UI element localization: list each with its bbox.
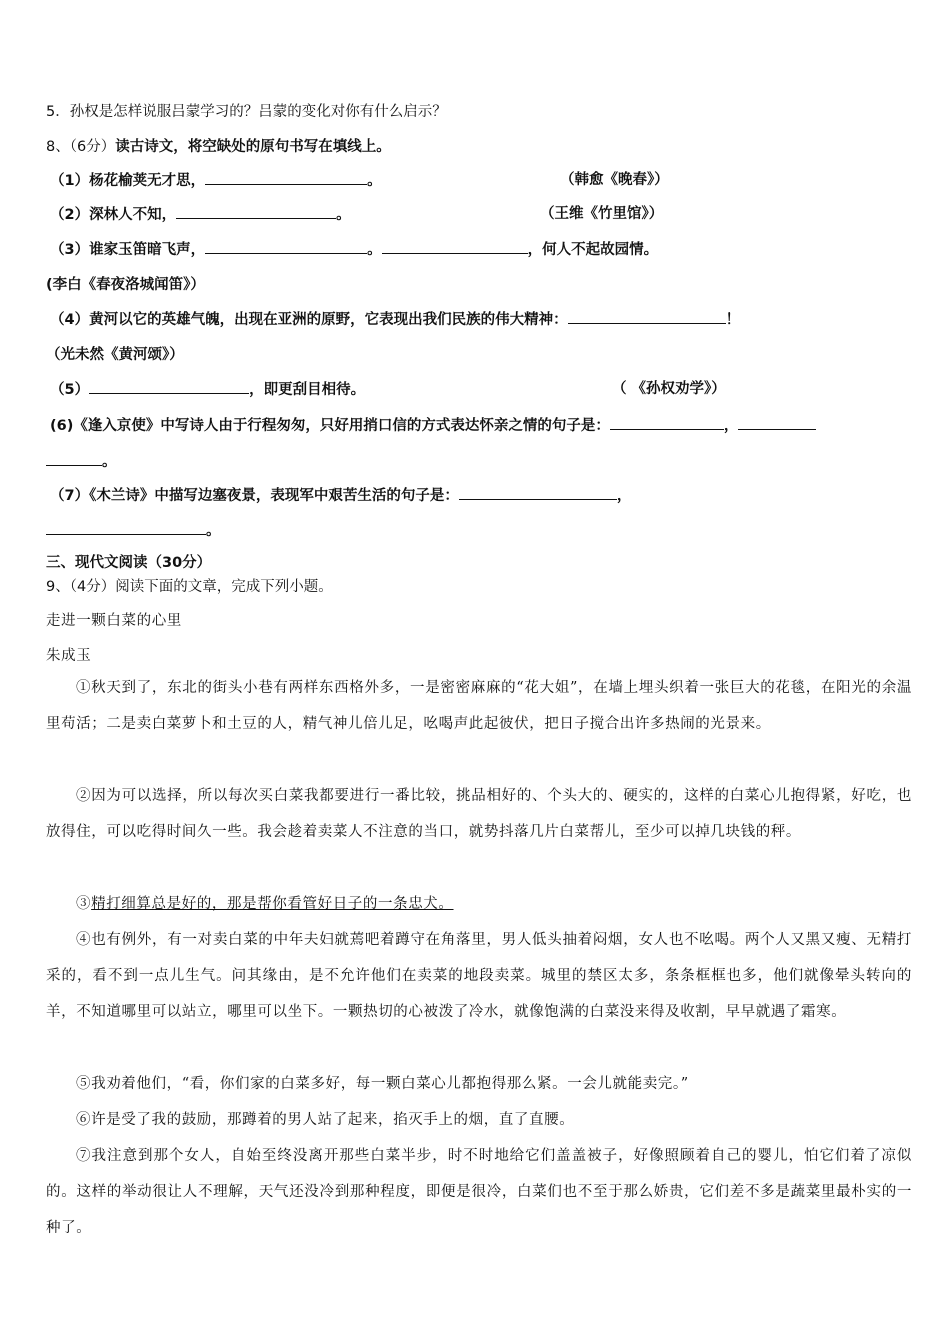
paragraph-1: ①秋天到了，东北的街头小巷有两样东西格外多，一是密密麻麻的“花大姐”，在墙上埋头织着一张巨大的花毯，在阳光的余温里苟活；二是卖白菜萝卜和土豆的人，精气神儿倍儿足，吆喝声此起彼伏，把日子搅合出许多热闹的光景来。 bbox=[46, 680, 912, 732]
q8-item-7-mid: ， bbox=[616, 488, 632, 504]
answer-blank[interactable] bbox=[176, 204, 336, 219]
article-title: 走进一颗白菜的心里 bbox=[46, 613, 182, 629]
paragraph-7: ⑦我注意到那个女人，自始至终没离开那些白菜半步，时不时地给它们盖盖被子，好像照顾着自己的婴儿，怕它们着了凉似的。这样的举动很让人不理解，天气还没冷到那种程度，即便是很冷，白菜们也不至于那么娇贵，它们差不多是蔬菜里最朴实的一种了。 bbox=[46, 1148, 912, 1236]
paragraph-6: ⑥许是受了我的鼓励，那蹲着的男人站了起来，掐灭手上的烟，直了直腰。 bbox=[76, 1112, 575, 1128]
q8-item-6-prefix: (6)《逢入京使》中写诗人由于行程匆匆，只好用捎口信的方式表达怀亲之情的句子是： bbox=[50, 418, 610, 434]
q8-item-5-source: （ 《孙权劝学》） bbox=[612, 381, 726, 397]
q8-item-1-suffix: 。 bbox=[367, 173, 382, 189]
question-8-instruction: 读古诗文，将空缺处的原句书写在填线上。 bbox=[115, 139, 391, 155]
q8-item-1-prefix: （1）杨花榆荚无才思， bbox=[50, 173, 206, 189]
paragraph-2: ②因为可以选择，所以每次买白菜我都要进行一番比较，挑品相好的、个头大的、硬实的，这样的白菜心儿抱得紧，好吃，也放得住，可以吃得时间久一些。我会趁着卖菜人不注意的当口，就势抖落几片白菜帮儿，至少可以掉几块钱的秤。 bbox=[46, 788, 912, 840]
answer-blank[interactable] bbox=[205, 239, 367, 254]
section-3-heading: 三、现代文阅读（30分） bbox=[46, 555, 212, 571]
answer-blank[interactable] bbox=[459, 485, 617, 500]
q8-item-7-suffix: 。 bbox=[206, 523, 221, 539]
q8-item-1 bbox=[50, 170, 382, 191]
q8-item-6-suffix: 。 bbox=[102, 454, 117, 470]
answer-blank[interactable] bbox=[568, 309, 726, 324]
q8-item-2-source: （王维《竹里馆》） bbox=[540, 206, 664, 222]
paragraph-5: ⑤我劝着他们，“看，你们家的白菜多好，每一颗白菜心儿都抱得那么紧。一会儿就能卖完。” bbox=[76, 1076, 689, 1092]
q8-item-6-cont bbox=[46, 451, 117, 472]
paragraph-3-number: ③ bbox=[76, 896, 92, 912]
answer-blank[interactable] bbox=[89, 379, 249, 394]
answer-blank[interactable] bbox=[205, 170, 367, 185]
q8-item-3-prefix: （3）谁家玉笛暗飞声， bbox=[50, 242, 206, 258]
q8-item-2-suffix: 。 bbox=[336, 207, 351, 223]
question-8-number: 8、 bbox=[46, 139, 70, 155]
answer-blank[interactable] bbox=[382, 239, 528, 254]
q8-item-7-prefix: （7）《木兰诗》中描写边塞夜景，表现军中艰苦生活的句子是： bbox=[50, 488, 459, 504]
q8-item-4 bbox=[50, 309, 740, 330]
question-8-score: （6分） bbox=[69, 139, 116, 155]
q8-item-2-prefix: （2）深林人不知， bbox=[50, 207, 177, 223]
paragraph-3-underlined-sentence: 精打细算总是好的，那是帮你看管好日子的一条忠犬。 bbox=[91, 896, 454, 912]
q8-item-7-cont bbox=[46, 520, 221, 541]
q8-item-6-mid: ， bbox=[723, 418, 739, 434]
q8-item-7 bbox=[50, 485, 631, 506]
q8-item-6 bbox=[50, 415, 816, 436]
answer-blank[interactable] bbox=[46, 520, 206, 535]
question-9-number: 9、 bbox=[46, 579, 70, 595]
paragraph-3 bbox=[46, 886, 912, 922]
article-author: 朱成玉 bbox=[46, 648, 92, 664]
q8-item-3 bbox=[50, 239, 658, 260]
q8-item-5-prefix: （5） bbox=[50, 382, 90, 398]
q8-item-2 bbox=[50, 204, 351, 225]
question-9-header bbox=[46, 577, 333, 597]
question-8-header bbox=[46, 137, 391, 157]
question-9-score: （4分） bbox=[69, 579, 116, 595]
q8-item-5-suffix: ，即更刮目相待。 bbox=[249, 382, 366, 398]
question-9-instruction: 阅读下面的文章，完成下列小题。 bbox=[115, 579, 333, 595]
paragraph-4: ④也有例外，有一对卖白菜的中年夫妇就蔫吧着蹲守在角落里，男人低头抽着闷烟，女人也不吆喝。两个人又黑又瘦、无精打采的，看不到一点儿生气。问其缘由，是不允许他们在卖菜的地段卖菜。城里的禁区太多，条条框框也多，他们就像晕头转向的羊，不知道哪里可以站立，哪里可以坐下。一颗热切的心被泼了冷水，就像饱满的白菜没来得及收割，早早就遇了霜寒。 bbox=[46, 932, 912, 1020]
q8-item-5 bbox=[50, 379, 365, 400]
question-5: 5．孙权是怎样说服吕蒙学习的？吕蒙的变化对你有什么启示？ bbox=[46, 104, 447, 120]
answer-blank[interactable] bbox=[610, 415, 724, 430]
answer-blank[interactable] bbox=[46, 451, 102, 466]
q8-item-3-suffix: ，何人不起故园情。 bbox=[527, 242, 659, 258]
q8-item-4-source: （光未然《黄河颂》） bbox=[46, 347, 184, 363]
q8-item-4-prefix: （4）黄河以它的英雄气魄，出现在亚洲的原野，它表现出我们民族的伟大精神： bbox=[50, 312, 568, 328]
q8-item-3-source: (李白《春夜洛城闻笛》） bbox=[46, 277, 205, 293]
q8-item-3-mid: 。 bbox=[367, 242, 382, 258]
q8-item-1-source: （韩愈《晚春》） bbox=[560, 172, 669, 188]
answer-blank[interactable] bbox=[738, 415, 816, 430]
q8-item-4-suffix: ！ bbox=[725, 312, 741, 328]
